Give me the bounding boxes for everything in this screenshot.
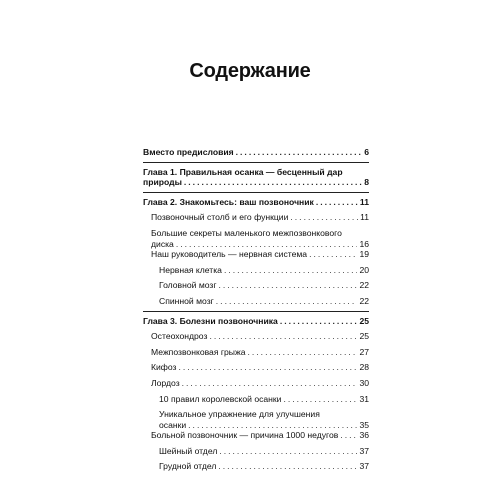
dot-leader: [290, 212, 358, 223]
toc-entry-label: Вместо предисловия: [143, 147, 234, 157]
toc-entry[interactable]: [143, 409, 369, 430]
toc-page-number: 22: [359, 280, 369, 291]
toc-entry[interactable]: [143, 362, 369, 373]
toc-entry-label: Грудной отдел: [159, 461, 217, 472]
toc-entry[interactable]: [143, 347, 369, 358]
toc-entry[interactable]: [143, 430, 369, 441]
toc-page-number: 27: [359, 346, 369, 357]
toc-entry[interactable]: [143, 446, 369, 457]
toc-entry[interactable]: [143, 249, 369, 260]
dot-leader: [248, 347, 358, 358]
dot-leader: [179, 362, 358, 373]
dot-leader: [316, 197, 358, 208]
divider: [143, 311, 369, 312]
dot-leader: [224, 265, 358, 276]
toc-entry[interactable]: [143, 280, 369, 291]
toc-entry[interactable]: [143, 331, 369, 342]
dot-leader: [309, 249, 357, 260]
toc-entry-label: Глава 2. Знакомьтесь: ваш позвоночник: [143, 196, 314, 207]
toc-entry-label: Глава 1. Правильная осанка — бесценный дар: [143, 166, 343, 177]
dot-leader: [209, 331, 357, 342]
toc-entry-foreword[interactable]: [143, 147, 369, 158]
toc-page-number: 31: [359, 393, 369, 404]
toc-page-number: 25: [359, 331, 369, 342]
toc-page-number: 37: [359, 445, 369, 456]
toc-page-number: 8: [364, 177, 369, 188]
toc-page-number: 19: [359, 249, 369, 260]
toc-entry-label: Большие секреты маленького межпозвонкового: [151, 227, 342, 238]
toc-entry-label: Больной позвоночник — причина 1000 недугов: [151, 430, 339, 441]
toc-page-number: 11: [360, 212, 369, 223]
toc-entry-label: Межпозвонковая грыжа: [151, 346, 246, 357]
dot-leader: [280, 316, 358, 327]
toc-page-number: 20: [359, 264, 369, 275]
toc-entry[interactable]: [143, 228, 369, 249]
dot-leader: [340, 430, 357, 441]
dot-leader: [236, 147, 363, 158]
toc-entry[interactable]: [143, 378, 369, 389]
toc-page-number: 37: [359, 461, 369, 472]
dot-leader: [219, 446, 357, 457]
dot-leader: [218, 461, 357, 472]
dot-leader: [184, 177, 362, 188]
toc-entry-label: Нервная клетка: [159, 264, 222, 275]
toc-page-number: 36: [359, 430, 369, 441]
toc-entry-label: Спинной мозг: [159, 295, 214, 306]
toc-entry-chapter-1[interactable]: [143, 167, 369, 188]
toc-page-number: 28: [359, 362, 369, 373]
table-of-contents: [143, 147, 369, 472]
toc-entry[interactable]: [143, 212, 369, 223]
toc-page-number: 30: [359, 377, 369, 388]
toc-entry-label-cont: диска: [151, 238, 174, 249]
toc-entry-chapter-3[interactable]: [143, 316, 369, 327]
toc-page-number: 22: [359, 295, 369, 306]
toc-entry[interactable]: [143, 394, 369, 405]
toc-entry-label: Шейный отдел: [159, 445, 218, 456]
toc-entry-label: Кифоз: [151, 362, 177, 373]
toc-entry-label-cont: осанки: [159, 419, 187, 430]
dot-leader: [216, 296, 358, 307]
toc-entry-label: Головной мозг: [159, 280, 217, 291]
toc-page-number: 16: [359, 238, 369, 249]
page-title: Содержание: [189, 60, 311, 82]
toc-entry-label: Позвоночный столб и его функции: [151, 212, 289, 223]
toc-entry-label: Уникальное упражнение для улучшения: [159, 409, 320, 420]
toc-page-number: 35: [359, 419, 369, 430]
dot-leader: [188, 420, 357, 431]
toc-entry-label: Лордоз: [151, 377, 180, 388]
divider: [143, 192, 369, 193]
toc-entry-chapter-2[interactable]: [143, 197, 369, 208]
toc-page-number: 25: [359, 315, 369, 326]
toc-entry-label: 10 правил королевской осанки: [159, 393, 282, 404]
toc-entry-label: Глава 3. Болезни позвоночника: [143, 315, 278, 326]
toc-page-number: 6: [364, 147, 369, 157]
dot-leader: [176, 239, 358, 250]
toc-entry-label: Остеохондроз: [151, 331, 208, 342]
toc-entry[interactable]: [143, 461, 369, 472]
toc-entry[interactable]: [143, 296, 369, 307]
toc-entry-label: Наш руководитель — нервная система: [151, 249, 308, 260]
toc-entry[interactable]: [143, 265, 369, 276]
dot-leader: [182, 378, 358, 389]
dot-leader: [283, 394, 357, 405]
toc-entry-label-cont: природы: [143, 177, 182, 188]
toc-page-number: 11: [359, 196, 369, 207]
divider: [143, 162, 369, 163]
dot-leader: [219, 280, 358, 291]
